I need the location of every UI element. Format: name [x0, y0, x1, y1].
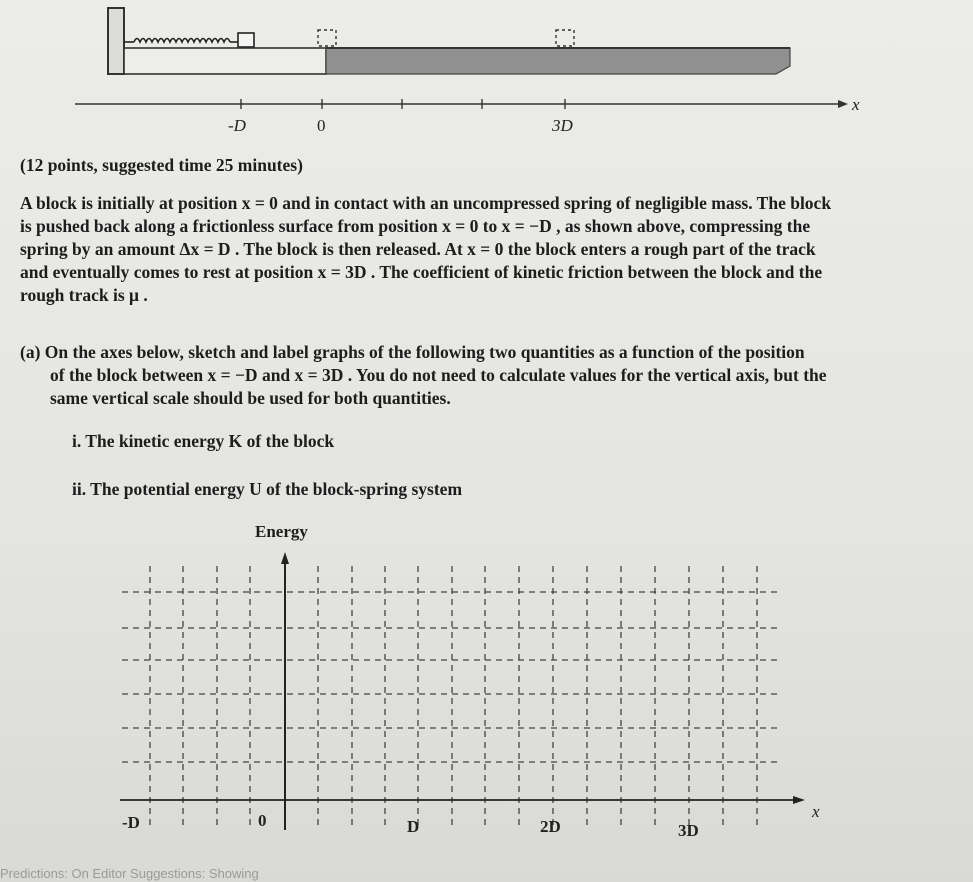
tick-label-minus-d: -D [228, 116, 246, 135]
tick-label-3d: 3D [552, 116, 573, 135]
graph-x-arrow [793, 796, 805, 804]
tick-label-zero: 0 [317, 116, 326, 135]
graph-y-label: Energy [255, 522, 308, 541]
part-a-line: same vertical scale should be used for both quantities. [50, 388, 451, 408]
graph-tick-label-d: D [407, 817, 420, 836]
item-kinetic-energy: i. The kinetic energy K of the block [72, 431, 335, 451]
graph-x-label: x [812, 802, 820, 821]
problem-heading: (12 points, suggested time 25 minutes) [20, 155, 303, 175]
graph-tick-label-zero: 0 [258, 811, 267, 830]
statement-line: A block is initially at position x = 0 and in contact with an uncompressed spring of negligible mass. The block [20, 193, 832, 213]
statement-line: spring by an amount Δx = D . The block is then released. At x = 0 the block enters a rough part of the track [20, 239, 816, 259]
graph-tick-label-2d: 2D [540, 817, 561, 836]
statement-line: and eventually comes to rest at position x = 3D . The coefficient of kinetic friction between the block and the [20, 262, 823, 282]
statement-line: is pushed back along a frictionless surface from position x = 0 to x = −D , as shown above, compressing the [20, 216, 811, 236]
part-a-line: (a) On the axes below, sketch and label graphs of the following two quantities as a function of the position [20, 342, 805, 362]
graph-grid [122, 566, 778, 830]
graph-tick-label-minus-d: -D [122, 813, 140, 832]
part-a-line: of the block between x = −D and x = 3D . You do not need to calculate values for the vertical axis, but the [50, 365, 827, 385]
graph-tick-label-3d: 3D [678, 821, 699, 840]
number-line-axis-label: x [852, 95, 860, 114]
statement-line: rough track is μ . [20, 285, 148, 305]
item-potential-energy: ii. The potential energy U of the block-spring system [72, 479, 463, 499]
graph-y-arrow [281, 552, 289, 564]
footer-status: Predictions: On Editor Suggestions: Showing [0, 866, 259, 881]
